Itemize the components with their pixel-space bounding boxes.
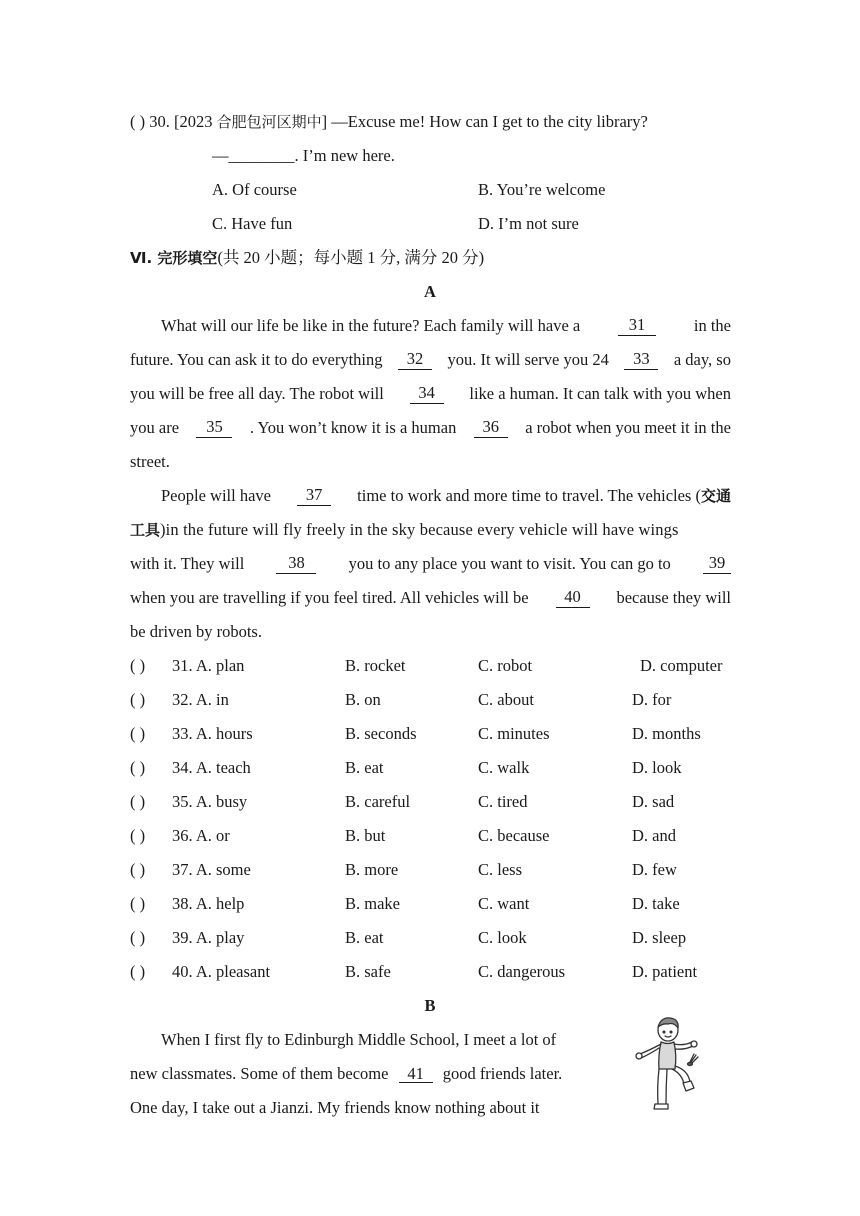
passage-line: When I first fly to Edinburgh Middle School, I meet a lot of [161, 1030, 557, 1049]
text: People will have [161, 486, 271, 505]
text: a day, so [673, 350, 731, 369]
question-row [0, 826, 860, 846]
question-text: ] —Excuse me! How can I get to the city library? [321, 112, 648, 131]
blank-33: 33 [624, 350, 658, 370]
passage-line: street. [130, 452, 170, 471]
option-d: D. sleep [632, 928, 687, 947]
option-b: B. careful [345, 792, 411, 811]
option-b: B. seconds [345, 724, 417, 743]
text: . You won’t know it is a human [249, 418, 457, 437]
option-c: C. about [478, 690, 534, 709]
passage-line [130, 486, 731, 506]
blank-32: 32 [398, 350, 432, 370]
text: you will be free all day. The robot will [130, 384, 384, 403]
option-a: 33. A. hours [172, 724, 253, 743]
option-d: D. few [632, 860, 677, 879]
blank-39: 39 [703, 554, 731, 574]
option-b: B. more [345, 860, 399, 879]
section-note: (共 20 小题；每小题 1 分, 满分 20 分) [217, 248, 485, 267]
text: good friends later. [442, 1064, 563, 1083]
option-b: B. rocket [345, 656, 406, 675]
question-row [0, 860, 860, 880]
question-30-reply [212, 146, 395, 166]
option-a: A. Of course [212, 180, 297, 199]
reply-blank: ________ [228, 146, 295, 165]
section-separator: . [146, 249, 158, 267]
reply-text: . I’m new here. [294, 146, 395, 165]
reply-dash: — [212, 146, 229, 165]
option-a: 32. A. in [172, 690, 229, 709]
blank-41: 41 [399, 1065, 433, 1083]
answer-paren: ( ) [130, 656, 146, 675]
text: with it. They will [130, 554, 245, 573]
question-number: 30. [2023 [149, 112, 217, 131]
passage-line [130, 554, 731, 574]
text: you are [130, 418, 180, 437]
question-row [0, 724, 860, 744]
passage-line: One day, I take out a Jianzi. My friends know nothing about it [130, 1098, 540, 1117]
text-part: time to work and more time to travel. The vehicles ( [357, 486, 701, 505]
option-d: D. sad [632, 792, 675, 811]
option-b: B. eat [345, 758, 384, 777]
option-b: B. safe [345, 962, 391, 981]
text [357, 486, 731, 506]
option-c: C. because [478, 826, 550, 845]
text: when you are travelling if you feel tired. All vehicles will be [130, 588, 529, 607]
option-a: 40. A. pleasant [172, 962, 271, 981]
option-a: 39. A. play [172, 928, 245, 947]
blank-40: 40 [556, 588, 590, 608]
option-d: D. I’m not sure [478, 214, 579, 233]
answer-paren: ( ) [130, 826, 146, 845]
blank-34: 34 [410, 384, 444, 404]
option-a: 31. A. plan [172, 656, 245, 675]
option-d: D. computer [640, 656, 723, 675]
text: in the [693, 316, 731, 335]
option-a: 35. A. busy [172, 792, 248, 811]
option-c: C. look [478, 928, 527, 947]
text: because they will [616, 588, 731, 607]
option-d: D. months [632, 724, 701, 743]
answer-paren: ( ) [130, 860, 146, 879]
passage-line [130, 520, 731, 540]
text: )in the future will fly freely in the sky because every vehicle will have wings [160, 520, 679, 539]
answer-paren: ( ) [130, 758, 146, 777]
passage-line [130, 588, 731, 608]
option-c: C. want [478, 894, 530, 913]
boy-kicking-jianzi-illustration [628, 1014, 704, 1118]
question-row [0, 656, 860, 676]
text: you. It will serve you 24 [447, 350, 609, 369]
question-row [0, 894, 860, 914]
blank-36: 36 [474, 418, 508, 438]
text: a robot when you meet it in the [525, 418, 731, 437]
passage-b-heading: B [424, 996, 436, 1015]
option-c: C. less [478, 860, 523, 879]
blank-37: 37 [297, 486, 331, 506]
passage-line [130, 316, 731, 336]
question-30-stem [130, 112, 648, 132]
option-c: C. Have fun [212, 214, 293, 233]
option-a: 36. A. or [172, 826, 230, 845]
question-row [0, 690, 860, 710]
option-c: C. minutes [478, 724, 550, 743]
option-b: B. You’re welcome [478, 180, 606, 199]
section-title: 完形填空 [157, 249, 218, 267]
option-c: C. dangerous [478, 962, 566, 981]
option-c: C. walk [478, 758, 530, 777]
answer-paren: ( ) [130, 894, 146, 913]
option-c: C. tired [478, 792, 528, 811]
option-b: B. but [345, 826, 386, 845]
text: like a human. It can talk with you when [469, 384, 731, 403]
answer-paren: ( ) [130, 690, 146, 709]
answer-paren: ( ) [130, 724, 146, 743]
option-a: 34. A. teach [172, 758, 251, 777]
answer-paren: ( ) [130, 928, 146, 947]
blank-38: 38 [276, 554, 316, 574]
blank-31: 31 [618, 316, 656, 336]
option-b: B. on [345, 690, 381, 709]
question-source: 合肥包河区期中 [216, 113, 322, 131]
text: you to any place you want to visit. You can go to [348, 554, 671, 573]
passage-line [130, 350, 731, 370]
blank-35: 35 [196, 418, 232, 438]
question-row [0, 792, 860, 812]
section-number: Ⅵ [130, 249, 147, 267]
option-a: 37. A. some [172, 860, 251, 879]
option-b: B. make [345, 894, 400, 913]
cn-gloss: 交通 [700, 487, 731, 505]
option-d: D. and [632, 826, 676, 845]
answer-paren: ( ) [130, 792, 146, 811]
passage-line: be driven by robots. [130, 622, 262, 641]
question-row [0, 928, 860, 948]
text: new classmates. Some of them become [130, 1064, 389, 1083]
question-row [0, 758, 860, 778]
section-heading [130, 248, 484, 268]
passage-a-heading: A [424, 282, 436, 301]
option-d: D. patient [632, 962, 698, 981]
text: What will our life be like in the future? Each family will have a [161, 316, 581, 335]
answer-paren: ( ) [130, 962, 146, 981]
option-b: B. eat [345, 928, 384, 947]
question-row [0, 962, 860, 982]
passage-line [130, 418, 731, 438]
option-a: 38. A. help [172, 894, 245, 913]
text: future. You can ask it to do everything [130, 350, 383, 369]
passage-line [130, 384, 731, 404]
option-d: D. for [632, 690, 672, 709]
cn-gloss: 工具 [130, 521, 161, 539]
answer-paren: ( ) [130, 112, 146, 131]
option-c: C. robot [478, 656, 533, 675]
option-d: D. look [632, 758, 682, 777]
option-d: D. take [632, 894, 680, 913]
passage-line [130, 1064, 562, 1084]
